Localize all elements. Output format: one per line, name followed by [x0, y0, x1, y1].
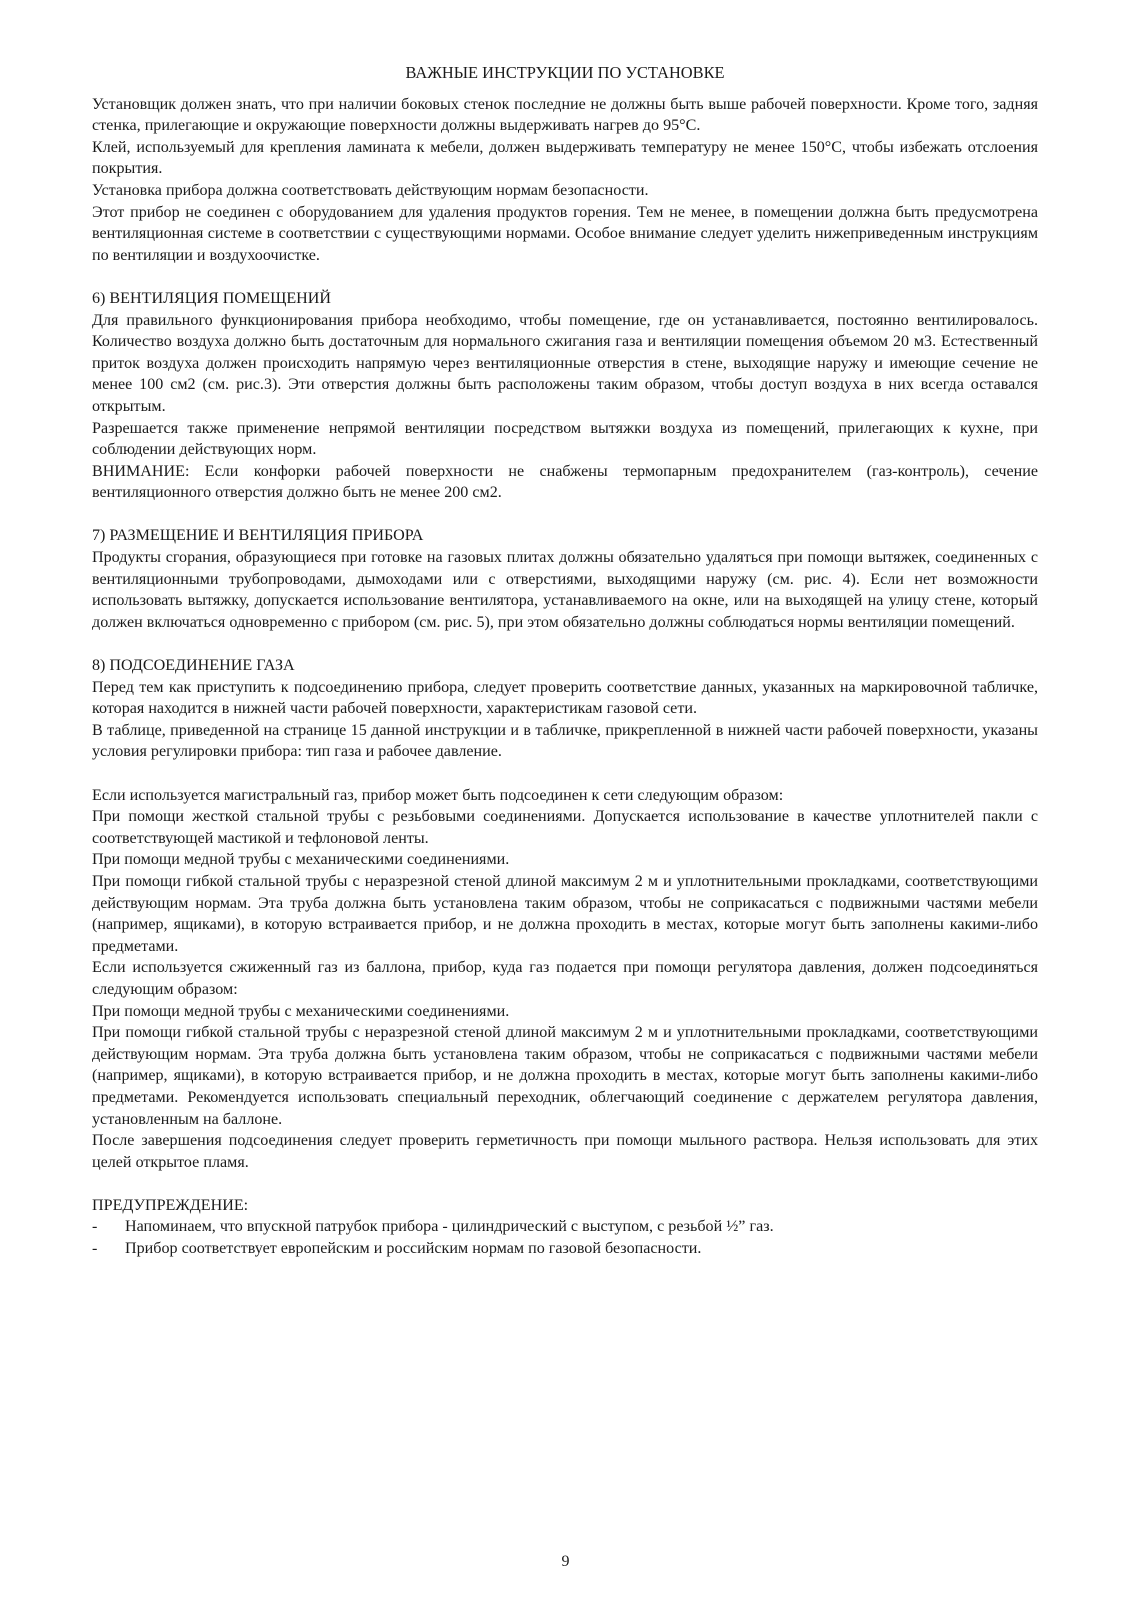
- spacer: [92, 266, 1038, 288]
- section-paragraph: После завершения подсоединения следует проверить герметичность при помощи мыльного раствора. Нельзя использовать для этих целей открытое пламя.: [92, 1132, 1038, 1171]
- section-8: [92, 655, 1038, 1173]
- bullet-dash: -: [92, 1240, 98, 1258]
- warning-heading: ПРЕДУПРЕЖДЕНИЕ:: [92, 1196, 249, 1214]
- spacer: [92, 1173, 1038, 1195]
- warning-section: [92, 1195, 1038, 1260]
- list-item-text: Прибор соответствует европейским и российским нормам по газовой безопасности.: [125, 1240, 702, 1258]
- section-heading: 6) ВЕНТИЛЯЦИЯ ПОМЕЩЕНИЙ: [92, 289, 332, 307]
- section-paragraph: Если используется магистральный газ, прибор может быть подсоединен к сети следующим образом:: [92, 786, 784, 804]
- section-paragraph: При помощи гибкой стальной трубы с неразрезной стеной длиной максимум 2 м и уплотнительными прокладками, соответствующими действующим нормам. Эта труба должна быть установлена таким образом, чтобы не соприкасаться с подвижными частями мебели (например, ящиками), в которую встраивается прибор, и не должна проходить в местах, которые могут быть заполнены какими-либо предметами.: [92, 872, 1038, 955]
- section-paragraph: Если используется сжиженный газ из баллона, прибор, куда газ подается при помощи регулятора давления, должен подсоединяться следующим образом:: [92, 959, 1038, 998]
- list-item-text: Напоминаем, что впускной патрубок прибора - цилиндрический с выступом, с резьбой ½” газ.: [125, 1218, 774, 1236]
- list-item: [92, 1238, 1038, 1260]
- intro-paragraph: Этот прибор не соединен с оборудованием для удаления продуктов горения. Тем не менее, в помещении должна быть предусмотрена вентиляционная системе в соответствии с существующими нормами. Особое внимание следует уделить нижеприведенным инструкциям по вентиляции и воздухоочистке.: [92, 203, 1038, 264]
- section-paragraph: При помощи медной трубы с механическими соединениями.: [92, 851, 510, 869]
- section-6: [92, 288, 1038, 504]
- section-paragraph: При помощи гибкой стальной трубы с неразрезной стеной длиной максимум 2 м и уплотнительными прокладками, соответствующими действующим нормам. Эта труба должна быть установлена таким образом, чтобы не соприкасаться с подвижными частями мебели (например, ящиками), в которую встраивается прибор, и не должна проходить в местах, которые могут быть заполнены какими-либо предметами. Рекомендуется использовать специальный переходник, облегчающий соединение с держателем регулятора давления, установленным на баллоне.: [92, 1024, 1038, 1128]
- list-item: [92, 1216, 1038, 1238]
- section-paragraph: В таблице, приведенной на странице 15 данной инструкции и в табличке, прикрепленной в нижней части рабочей поверхности, указаны условия регулировки прибора: тип газа и рабочее давление.: [92, 721, 1038, 761]
- intro-paragraph: Установщик должен знать, что при наличии боковых стенок последние не должны быть выше рабочей поверхности. Кроме того, задняя стенка, прилегающие и окружающие поверхности должны выдерживать нагрев до 95°С.: [92, 95, 1038, 135]
- section-paragraph: ВНИМАНИЕ: Если конфорки рабочей поверхности не снабжены термопарным предохранителем (газ-контроль), сечение вентиляционного отверстия должно быть не менее 200 см2.: [92, 462, 1038, 502]
- section-paragraph: Перед тем как приступить к подсоединению прибора, следует проверить соответствие данных, указанных на маркировочной табличке, которая находится в нижней части рабочей поверхности, характеристикам газовой сети.: [92, 678, 1038, 718]
- section-paragraph: Для правильного функционирования прибора необходимо, чтобы помещение, где он устанавливается, постоянно вентилировалось. Количество воздуха должно быть достаточным для нормального сжигания газа и вентиляции помещения объемом 20 м3. Естественный приток воздуха должен происходить напрямую через вентиляционные отверстия в стене, выходящие наружу и имеющие сечение не менее 100 см2 (см. рис.3). Эти отверстия должны быть расположены таким образом, чтобы доступ воздуха в них всегда оставался открытым.: [92, 311, 1038, 415]
- section-paragraph: При помощи жесткой стальной трубы с резьбовыми соединениями. Допускается использование в качестве уплотнителей пакли с соответствующей мастикой и тефлоновой ленты.: [92, 808, 1038, 847]
- spacer: [92, 504, 1038, 526]
- section-paragraph: Разрешается также применение непрямой вентиляции посредством вытяжки воздуха из помещений, прилегающих к кухне, при соблюдении действующих норм.: [92, 419, 1038, 459]
- spacer: [92, 763, 1038, 785]
- bullet-dash: -: [92, 1218, 98, 1236]
- intro-paragraph: Установка прибора должна соответствовать действующим нормам безопасности.: [92, 181, 649, 199]
- spacer: [92, 633, 1038, 655]
- section-heading: 8) ПОДСОЕДИНЕНИЕ ГАЗА: [92, 657, 295, 675]
- section-paragraph: Продукты сгорания, образующиеся при готовке на газовых плитах должны обязательно удаляться при помощи вытяжек, соединенных с вентиляционными трубопроводами, дымоходами или с отверстиями, выходящими наружу (см. рис. 4). Если нет возможности использовать вытяжку, допускается использование вентилятора, устанавливаемого на окне, или на выходящей на улицу стене, который должен включаться одновременно с прибором (см. рис. 5), при этом обязательно должны соблюдаться нормы вентиляции помещений.: [92, 549, 1038, 631]
- page-number: 9: [561, 1553, 570, 1570]
- section-7: [92, 525, 1038, 633]
- section-paragraph: При помощи медной трубы с механическими соединениями.: [92, 1002, 510, 1020]
- intro-paragraph: Клей, используемый для крепления ламината к мебели, должен выдерживать температуру не менее 150°С, чтобы избежать отслоения покрытия.: [92, 138, 1038, 178]
- document-page: [92, 62, 1038, 1260]
- document-title: ВАЖНЫЕ ИНСТРУКЦИИ ПО УСТАНОВКЕ: [405, 63, 725, 82]
- intro-block: [92, 94, 1038, 267]
- section-heading: 7) РАЗМЕЩЕНИЕ И ВЕНТИЛЯЦИЯ ПРИБОРА: [92, 527, 424, 545]
